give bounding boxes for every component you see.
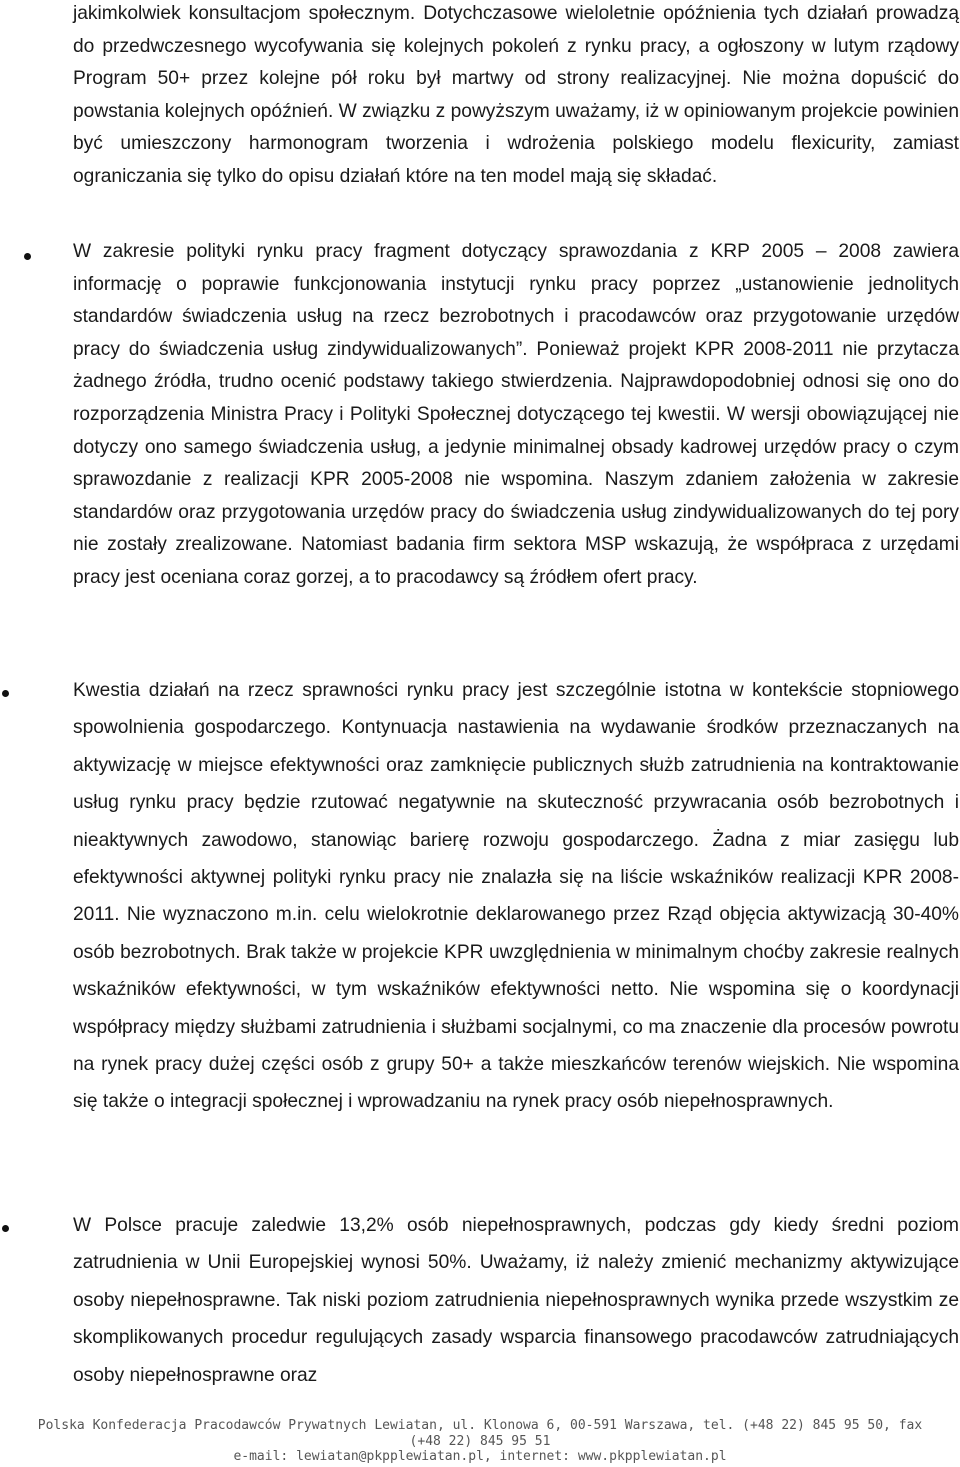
list-item-text: Kwestia działań na rzecz sprawności rynku pracy jest szczególnie istotna w kontekście stopniowego spowolnienia gospodarczego. Kontynuacja nastawienia na wydawanie środków przeznaczanych na aktywizację w miejsce efektywności oraz zamknięcie publicznych służb zatrudnienia na kontraktowanie usług rynku pracy będzie rzutować negatywnie na skuteczność przywracania osób bezrobotnych i nieaktywnych zawodowo, stanowiąc barierę rozwoju gospodarczego. Żadna z miar zasięgu lub efektywności aktywnej polityki rynku pracy nie znalazła się na liście wskaźników realizacji KPR 2008-2011. Nie wyznaczono m.in. celu wielokrotnie deklarowanego przez Rząd objęcia aktywizacją 30-40% osób bezrobotnych. Brak także w projekcie KPR uwzględnienia w minimalnym choćby zakresie realnych wskaźników efektywności, w tym wskaźników efektywności netto. Nie wspomina się o koordynacji współpracy między służbami zatrudnienia i służbami socjalnymi, co ma znaczenie dla procesów powrotu na rynek pracy dużej części osób z grupy 50+ a także mieszkańców terenów wiejskich. Nie wspomina się także o integracji społecznej i wprowadzaniu na rynek pracy osób niepełnosprawnych. [73,680,959,1113]
bullet-icon [2,690,9,697]
bullet-icon [24,253,31,260]
list-item-text: W Polsce pracuje zaledwie 13,2% osób niepełnosprawnych, podczas gdy kiedy średni poziom zatrudnienia w Unii Europejskiej wynosi 50%. Uważamy, iż należy zmienić mechanizmy aktywizujące osoby niepełnosprawne. Tak niski poziom zatrudnienia niepełnosprawnych wynika przede wszystkim ze skomplikowanych procedur regulujących zasady wsparcia finansowego pracodawców zatrudniających osoby niepełnosprawne oraz [73,1215,959,1386]
footer-contact: e-mail: lewiatan@pkpplewiatan.pl, internet: www.pkpplewiatan.pl [233,1449,727,1464]
intro-paragraph: jakimkolwiek konsultacjom społecznym. Dotychczasowe wieloletnie opóźnienia tych działań prowadzą do przedwczesnego wycofywania się kolejnych pokoleń z rynku pracy, a ogłoszony w lutym rządowy Program 50+ przez kolejne pół roku był martwy od strony realizacyjnej. Nie można dopuścić do powstania kolejnych opóźnień. W związku z powyższym uważamy, iż w opiniowanym projekcie powinien być umieszczony harmonogram tworzenia i wdrożenia polskiego modelu flexicurity, zamiast ograniczania się tylko do opisu działań które na ten model mają się składać. [73,3,959,187]
page-footer [0,1418,960,1465]
footer-fax: (+48 22) 845 95 51 [409,1433,551,1449]
list-item-text: W zakresie polityki rynku pracy fragment dotyczący sprawozdania z KRP 2005 – 2008 zawiera informację o poprawie funkcjonowania instytucji rynku pracy poprzez „ustanowienie jednolitych standardów świadczenia usług na rzecz bezrobotnych i pracodawców oraz przygotowanie urzędów pracy do świadczenia usług zindywidualizowanych”. Ponieważ projekt KPR 2008-2011 nie przytacza żadnego źródła, trudno ocenić podstawy takiego stwierdzenia. Najprawdopodobniej odnosi się ono do rozporządzenia Ministra Pracy i Polityki Społecznej dotyczącego tej kwestii. W wersji obowiązującej nie dotyczy ono samego świadczenia usług, a jedynie minimalnej obsady kadrowej urzędów pracy o czym sprawozdanie z realizacji KPR 2005-2008 nie wspomina. Naszym zdaniem założenia w zakresie standardów oraz przygotowania urzędów pracy do świadczenia usług zindywidualizowanych do tej pory nie zostały zrealizowane. Natomiast badania firm sektora MSP wskazują, że współpraca z urzędami pracy jest oceniana coraz gorzej, a to pracodawcy są źródłem ofert pracy. [73,241,959,588]
footer-address: Polska Konfederacja Pracodawców Prywatnych Lewiatan, ul. Klonowa 6, 00-591 Warszawa, tel. (+48 22) 845 95 50, fax [37,1418,923,1433]
bullet-icon [2,1225,9,1232]
